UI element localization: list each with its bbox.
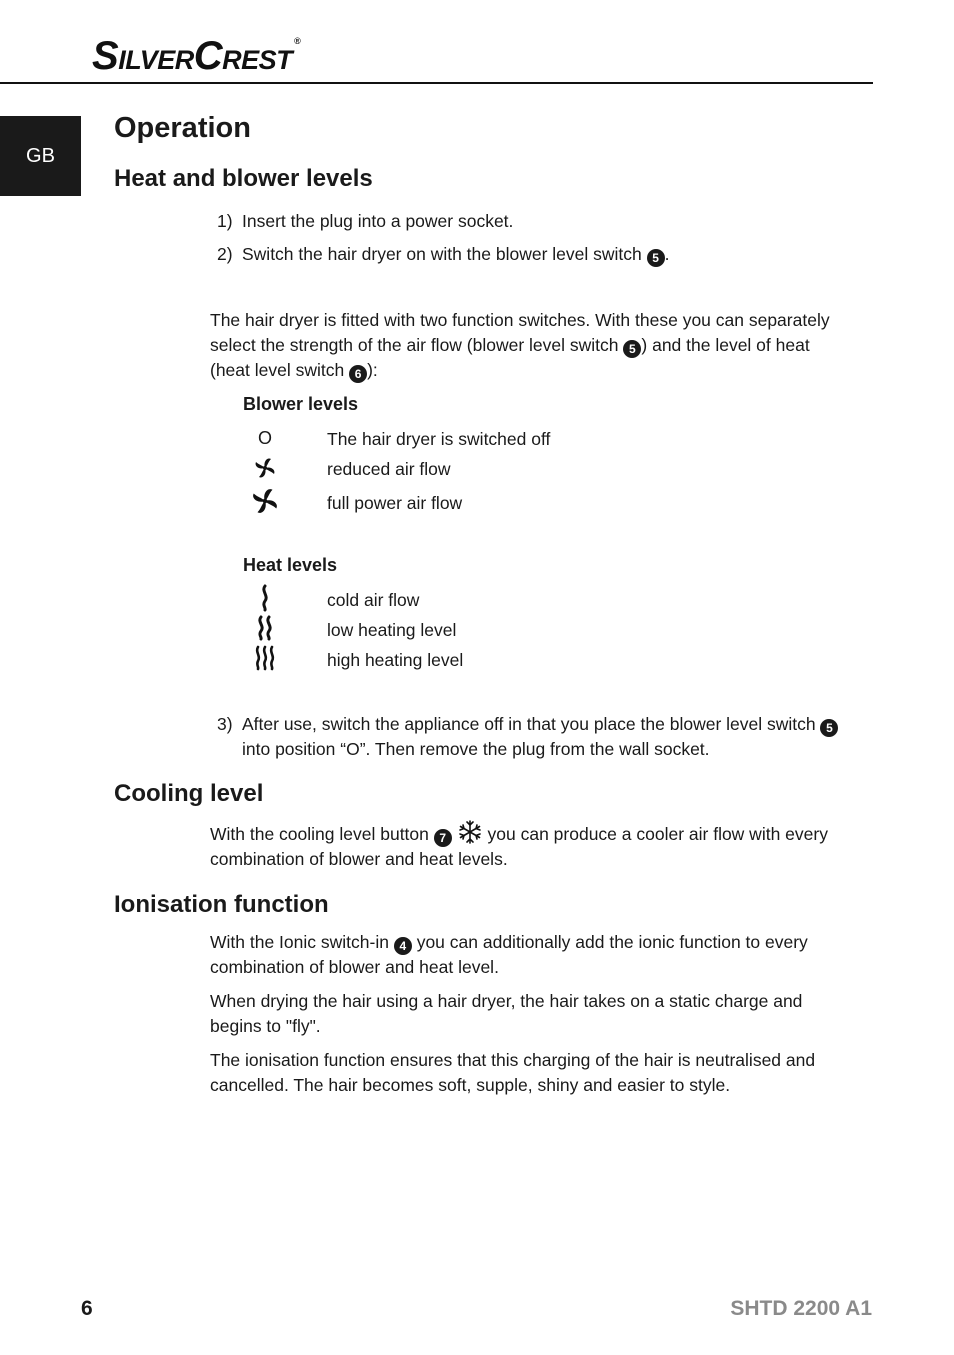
step-2: 2) Switch the hair dryer on with the blower level switch 5 . <box>217 244 670 265</box>
fan-large-icon <box>250 485 280 517</box>
page-title: Operation <box>114 112 251 144</box>
blower-levels-heading: Blower levels <box>243 394 359 414</box>
ref-5: 5 <box>820 719 838 737</box>
ionisation-heading: Ionisation function <box>114 891 329 918</box>
off-symbol: O <box>257 428 272 448</box>
blower-item: The hair dryer is switched off <box>327 429 551 449</box>
language-label: GB <box>26 144 55 167</box>
step-3: 3) After use, switch the appliance off in that you place the blower level switch 5 into position “O”. Then remove the plug from the wall socket. <box>217 712 242 737</box>
ionisation-paragraph-3: The ionisation function ensures that this charging of the hair is neutralised and cancelled. The hair becomes soft, supple, shiny and easier to style. <box>210 1050 816 1095</box>
ionisation-paragraph-2: When drying the hair using a hair dryer, the hair takes on a static charge and begins to "fly". <box>210 991 803 1036</box>
heat-wave-1-icon <box>250 584 280 612</box>
ionisation-paragraph-1: With the Ionic switch-in 4 you can additionally add the ionic function to every combination of blower and heat level. <box>210 932 808 977</box>
snowflake-icon <box>457 819 483 845</box>
heat-item: high heating level <box>327 650 464 670</box>
heat-wave-3-icon <box>250 645 280 671</box>
cooling-heading: Cooling level <box>114 780 264 807</box>
ref-5: 5 <box>647 249 665 267</box>
ref-4: 4 <box>394 937 412 955</box>
intro-paragraph: The hair dryer is fitted with two function switches. With these you can separately select the strength of the air flow (blower level switch 5 ) and the level of heat (heat level switch 6 ): <box>210 310 830 381</box>
ref-7: 7 <box>434 829 452 847</box>
blower-item: full power air flow <box>327 493 463 513</box>
header-rule <box>0 82 873 84</box>
blower-item: reduced air flow <box>327 459 451 479</box>
ref-6: 6 <box>349 365 367 383</box>
language-tab <box>0 116 81 196</box>
page-number: 6 <box>81 1297 93 1320</box>
fan-small-icon <box>250 456 280 480</box>
heat-levels-heading: Heat levels <box>243 555 338 575</box>
brand-logo: SILVERCREST® <box>92 34 301 78</box>
model-number: SHTD 2200 A1 <box>730 1297 872 1320</box>
step-1: 1) Insert the plug into a power socket. <box>217 211 514 231</box>
heat-blower-heading: Heat and blower levels <box>114 165 373 192</box>
heat-item: cold air flow <box>327 590 420 610</box>
heat-wave-2-icon <box>250 615 280 641</box>
heat-item: low heating level <box>327 620 457 640</box>
ref-5: 5 <box>623 340 641 358</box>
cooling-paragraph: With the cooling level button 7 you can produce a cooler air flow with every combination of blower and heat levels. <box>210 819 830 872</box>
